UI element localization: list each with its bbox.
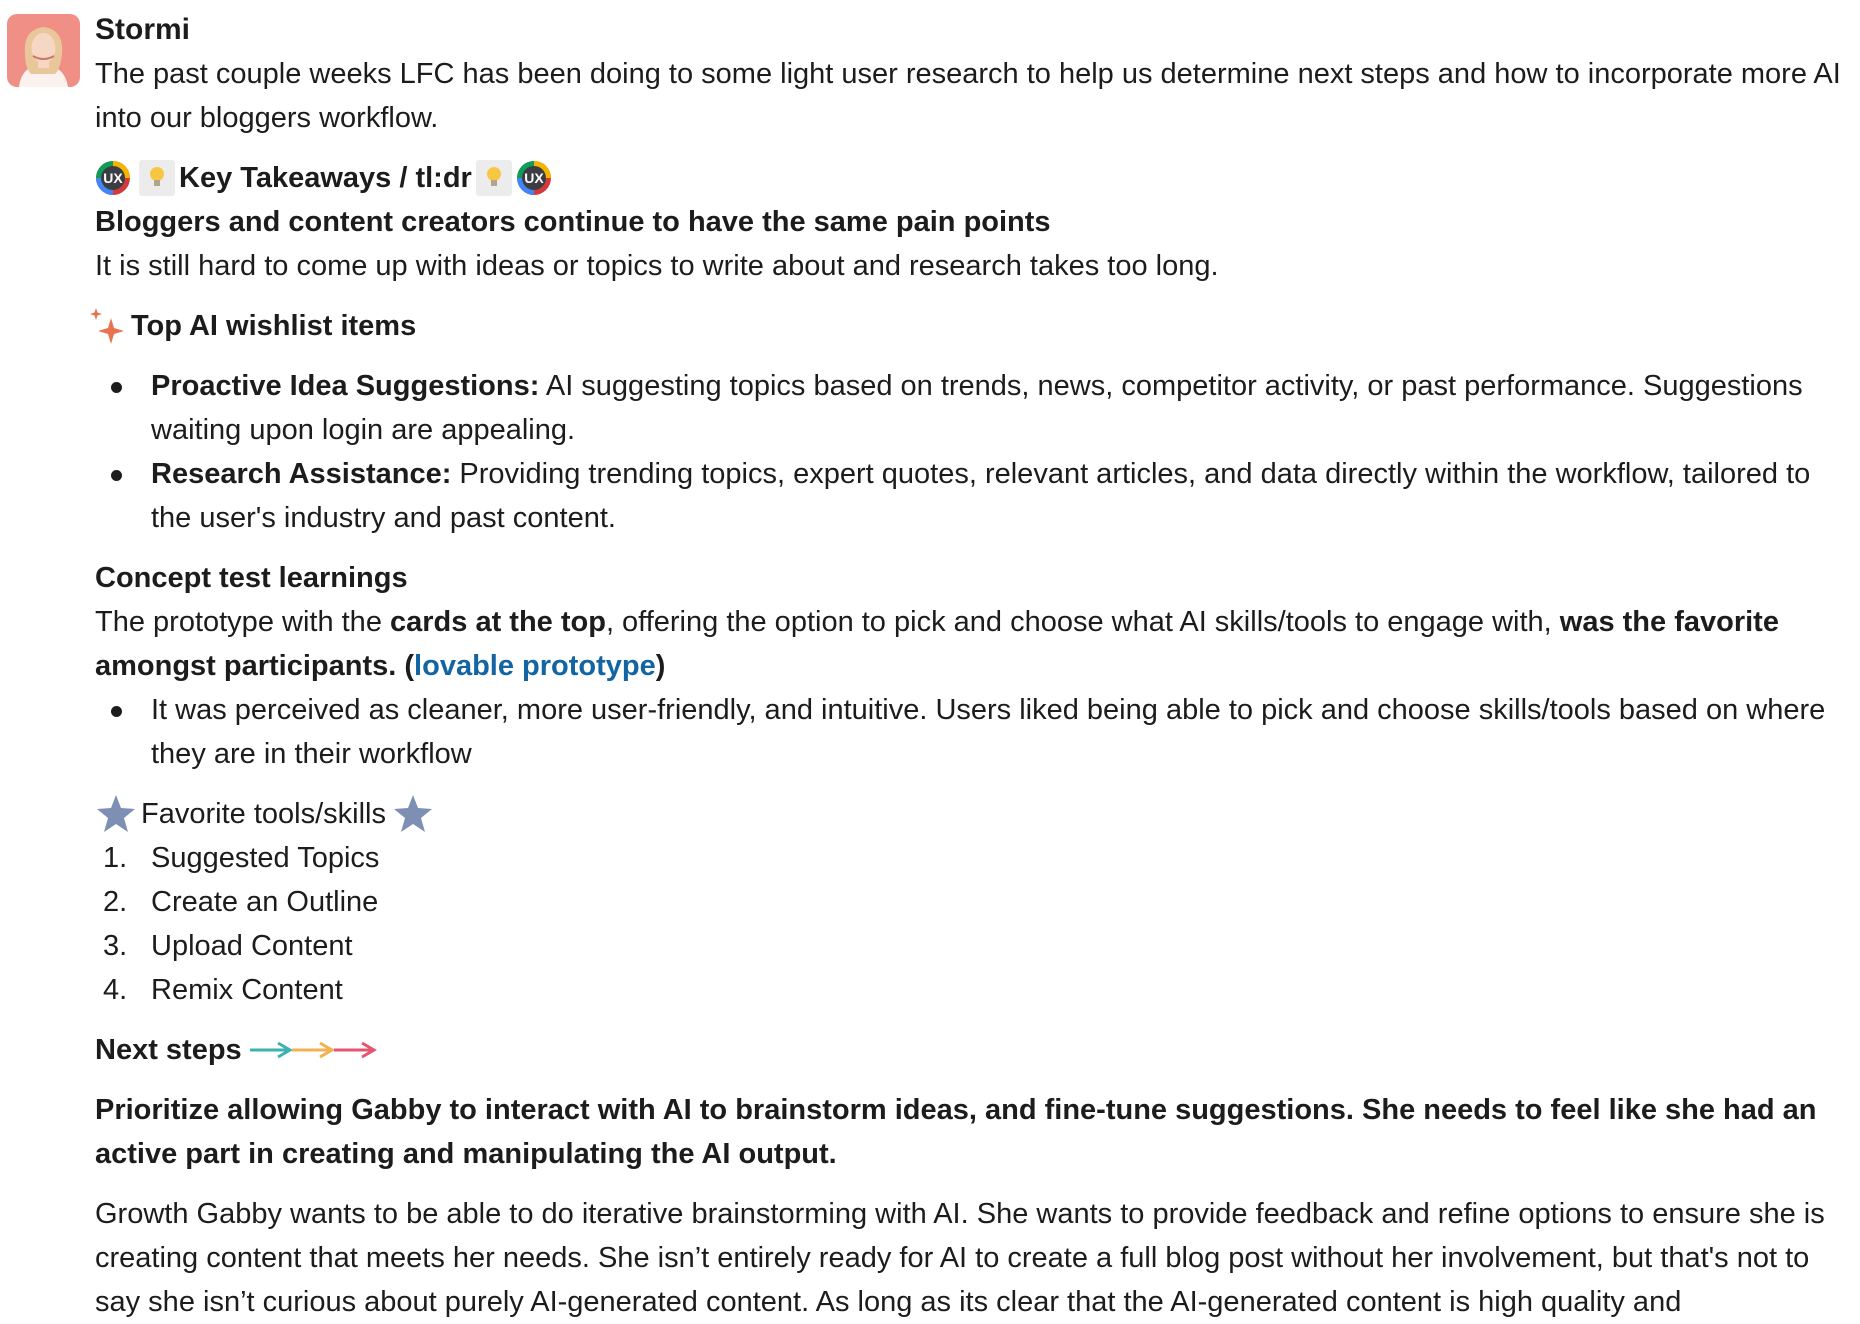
wishlist-list	[95, 364, 1855, 540]
lightbulb-icon	[139, 160, 175, 196]
author-name[interactable]: Stormi	[95, 13, 191, 46]
concept-bold-part: was the favorite amongst participants. (	[95, 606, 1779, 682]
favorite-item-text: Upload Content	[151, 930, 353, 962]
message-content	[95, 8, 1855, 1324]
ux-badge-icon	[95, 160, 131, 196]
concept-heading: Concept test learnings	[95, 562, 408, 594]
favorite-item-text: Remix Content	[151, 974, 343, 1006]
list-item	[95, 452, 1855, 540]
concept-bold-part: cards at the top	[390, 606, 606, 638]
sparkle-icon	[87, 306, 127, 346]
colored-arrows-icon	[248, 1038, 378, 1062]
next-steps-heading: Next steps	[95, 1034, 242, 1066]
list-number: 2.	[103, 886, 128, 918]
svg-text:UX: UX	[524, 170, 544, 186]
list-item	[95, 968, 1855, 1012]
wishlist-item-text: Providing trending topics, expert quotes, relevant articles, and data directly within the workflow, tailored to the user's industry and past content.	[151, 458, 1811, 534]
list-item: It was perceived as cleaner, more user-friendly, and intuitive. Users liked being able to pick and choose skills/tools based on where they are in their workflow	[95, 688, 1855, 776]
takeaways-text: It is still hard to come up with ideas or topics to write about and research takes too long.	[95, 250, 1219, 282]
wishlist-heading: Top AI wishlist items	[131, 310, 417, 342]
star-icon	[392, 793, 434, 835]
wishlist-item-text: AI suggesting topics based on trends, news, competitor activity, or past performance. Suggestions waiting upon login are appealing.	[151, 370, 1803, 446]
concept-text-part: , offering the option to pick and choose what AI skills/tools to engage with,	[605, 606, 1560, 638]
ux-badge-icon	[516, 160, 552, 196]
favorites-heading: Favorite tools/skills	[141, 798, 386, 830]
svg-text:UX: UX	[103, 170, 123, 186]
next-steps-priority: Prioritize allowing Gabby to interact with AI to brainstorm ideas, and fine-tune suggestions. She needs to feel like she had an active part in creating and manipulating the AI output.	[95, 1094, 1817, 1170]
favorites-heading-row	[95, 792, 1855, 836]
takeaways-subheading: Bloggers and content creators continue to have the same pain points	[95, 206, 1051, 238]
favorites-list	[95, 836, 1855, 1012]
wishlist-heading-row	[95, 304, 1855, 348]
list-item	[95, 924, 1855, 968]
takeaways-heading-row	[95, 156, 1855, 200]
favorite-item-text: Suggested Topics	[151, 842, 380, 874]
list-item	[95, 880, 1855, 924]
intro-text: The past couple weeks LFC has been doing to some light user research to help us determine next steps and how to incorporate more AI into our bloggers workflow.	[95, 58, 1841, 134]
next-steps-heading-row	[95, 1028, 1855, 1072]
next-steps-body: Growth Gabby wants to be able to do iterative brainstorming with AI. She wants to provide feedback and refine options to ensure she is creating content that meets her needs. She isn’t entirely ready for AI to create a full blog post without her involvement, but that's not to say she isn’t curious about purely AI-generated content. As long as its clear that the AI-generated content is high quality and	[95, 1198, 1825, 1318]
lightbulb-icon	[476, 160, 512, 196]
list-number: 1.	[103, 842, 128, 874]
list-number: 4.	[103, 974, 128, 1006]
concept-text	[95, 600, 1855, 688]
star-icon	[95, 793, 137, 835]
wishlist-item-label: Proactive Idea Suggestions:	[151, 370, 540, 402]
avatar[interactable]	[7, 14, 80, 87]
list-number: 3.	[103, 930, 128, 962]
list-item	[95, 836, 1855, 880]
wishlist-item-label: Research Assistance:	[151, 458, 452, 490]
concept-text-part: The prototype with the	[95, 606, 390, 638]
favorite-item-text: Create an Outline	[151, 886, 379, 918]
list-item	[95, 364, 1855, 452]
lovable-prototype-link[interactable]: lovable prototype	[414, 650, 656, 682]
concept-bold-part: )	[655, 650, 666, 682]
concept-list	[95, 688, 1855, 776]
takeaways-heading: Key Takeaways / tl:dr	[179, 162, 472, 194]
